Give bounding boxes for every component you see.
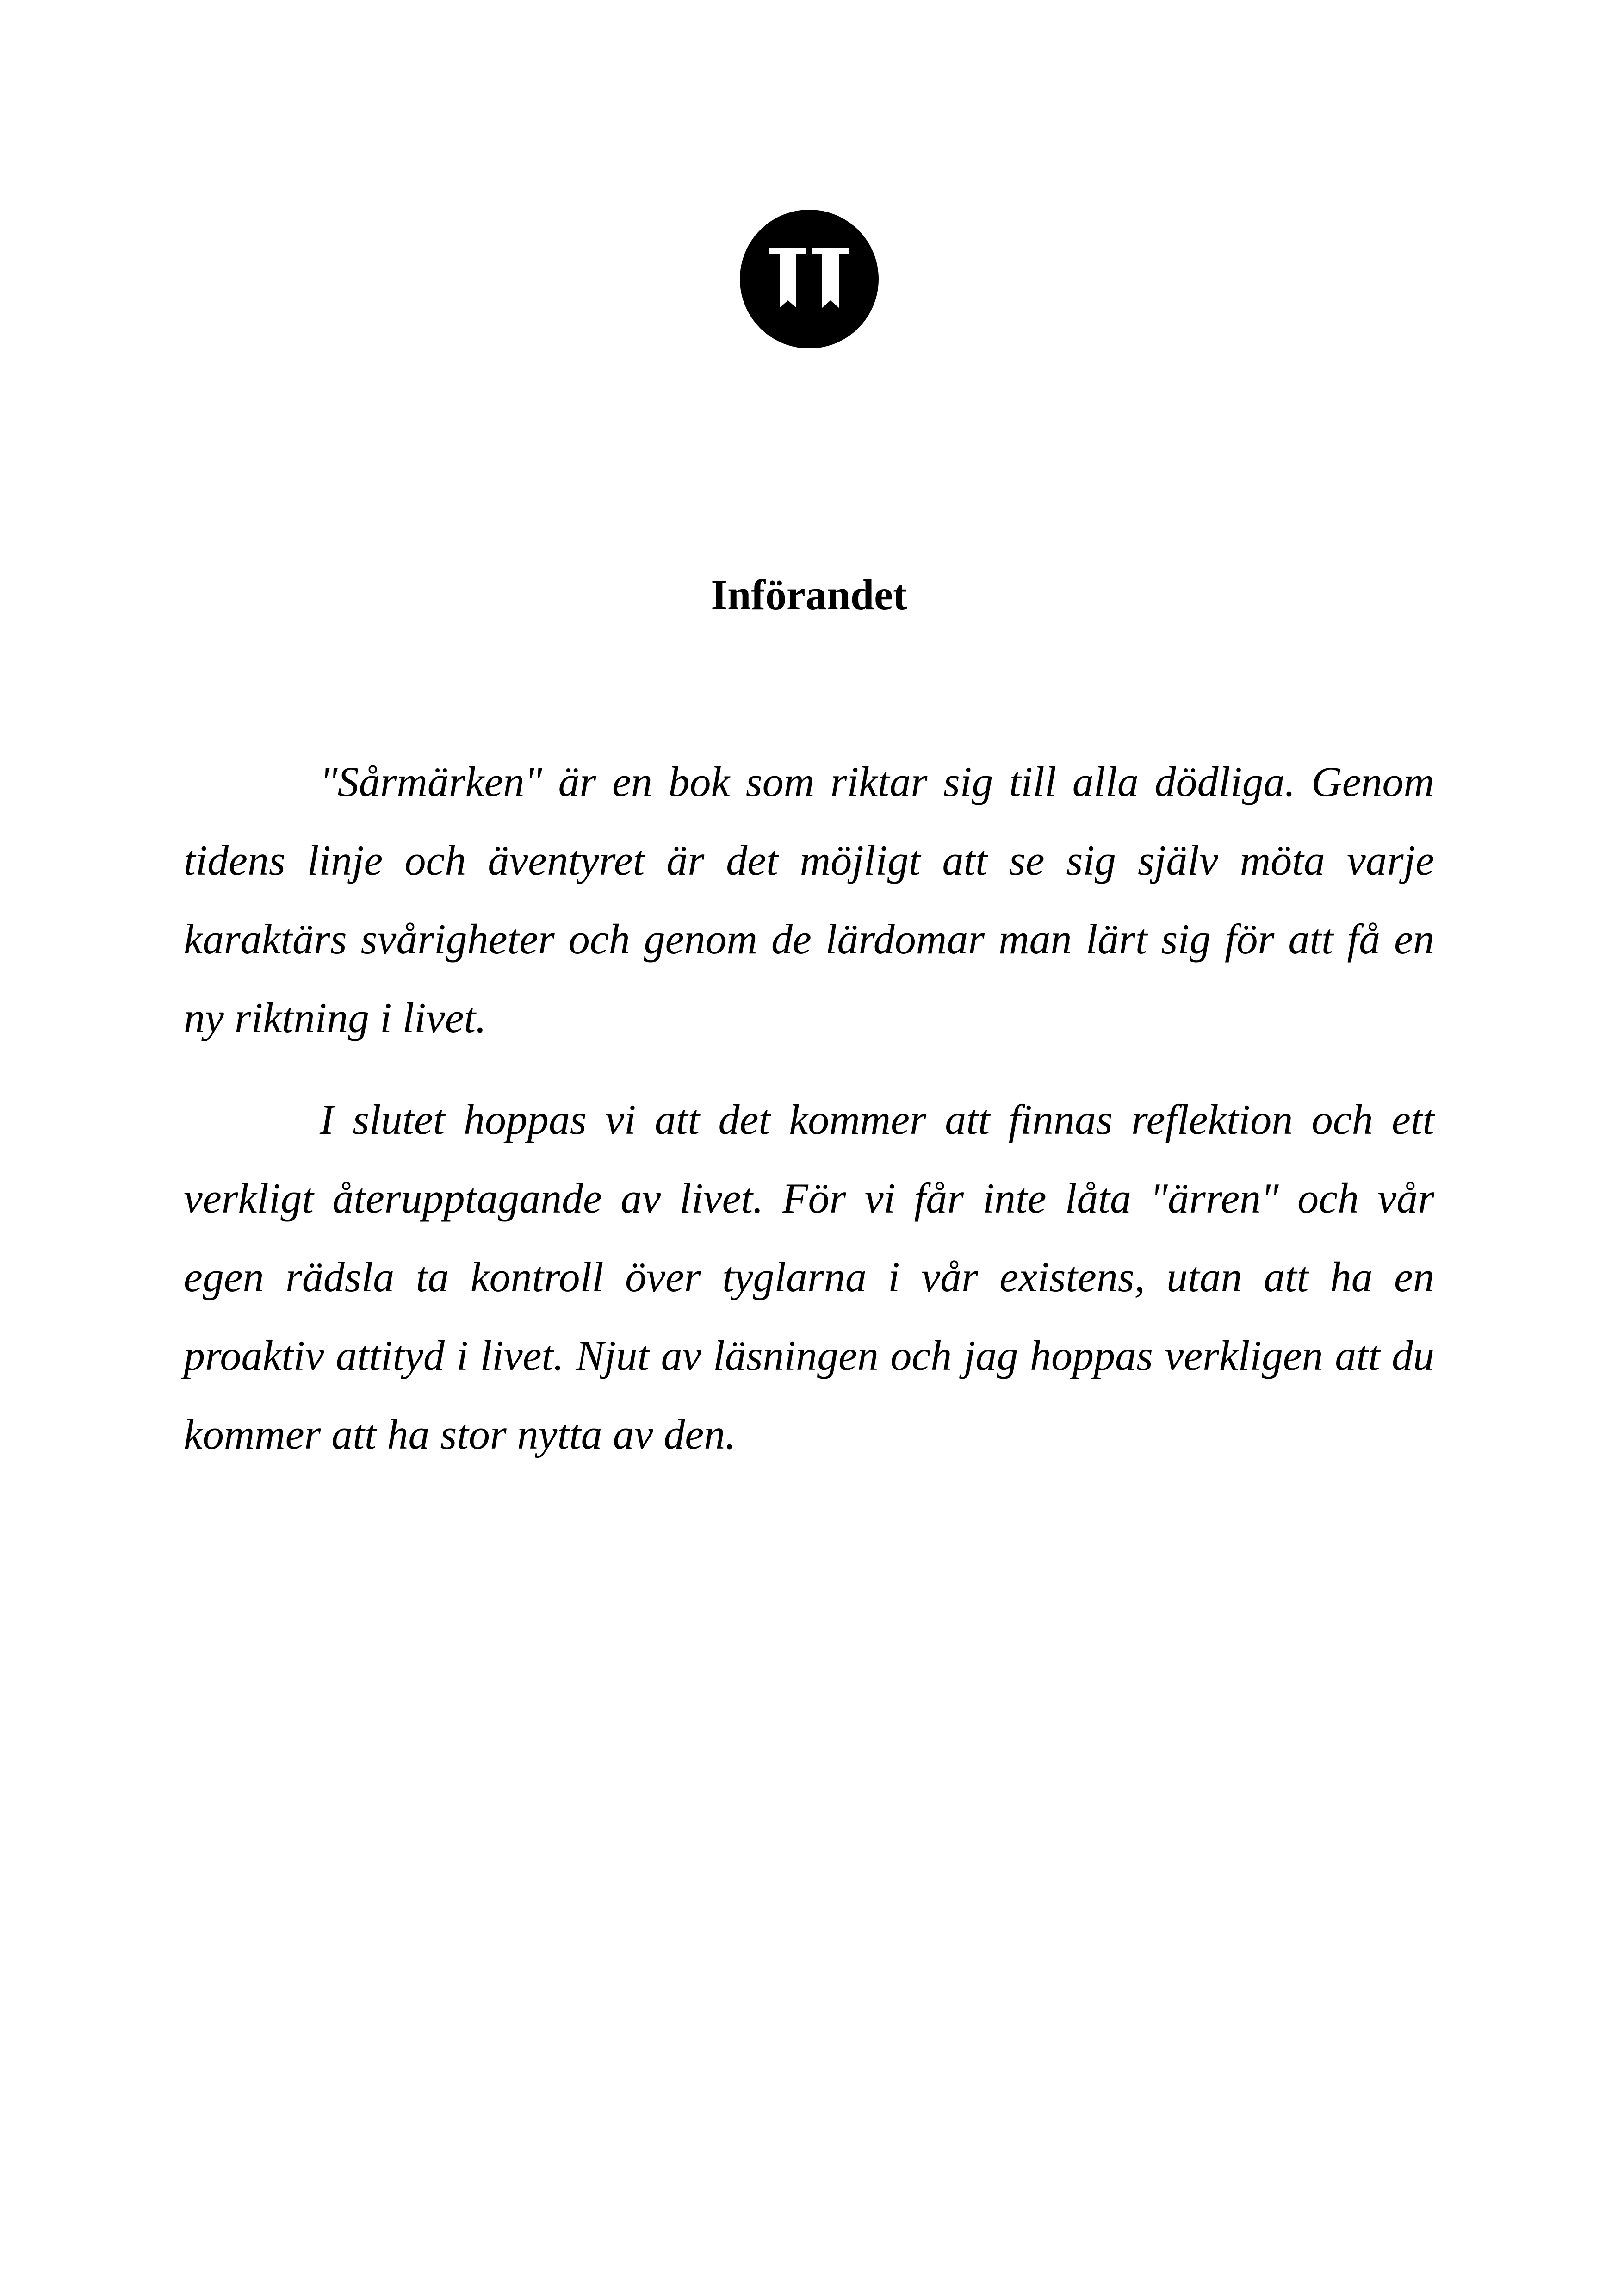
paragraph: "Sårmärken" är en bok som riktar sig till alla dödliga. Genom tidens linje och äventyret är det möjligt att se sig själv möta varje karaktärs svårigheter och genom de lärdomar man lärt sig för att få en ny riktning i livet. bbox=[184, 758, 1434, 1041]
body-text bbox=[184, 742, 1434, 1497]
page-title: Införandet bbox=[711, 571, 907, 618]
publisher-logo-icon bbox=[740, 210, 879, 348]
paragraph: I slutet hoppas vi att det kommer att finnas reflektion och ett verkligt återupptagande av livet. För vi får inte låta "ärren" och vår egen rädsla ta kontroll över tyglarna i vår existens, utan att ha en proaktiv attityd i livet. Njut av läsningen och jag hoppas verkligen att du kommer att ha stor nytta av den. bbox=[184, 1096, 1434, 1458]
